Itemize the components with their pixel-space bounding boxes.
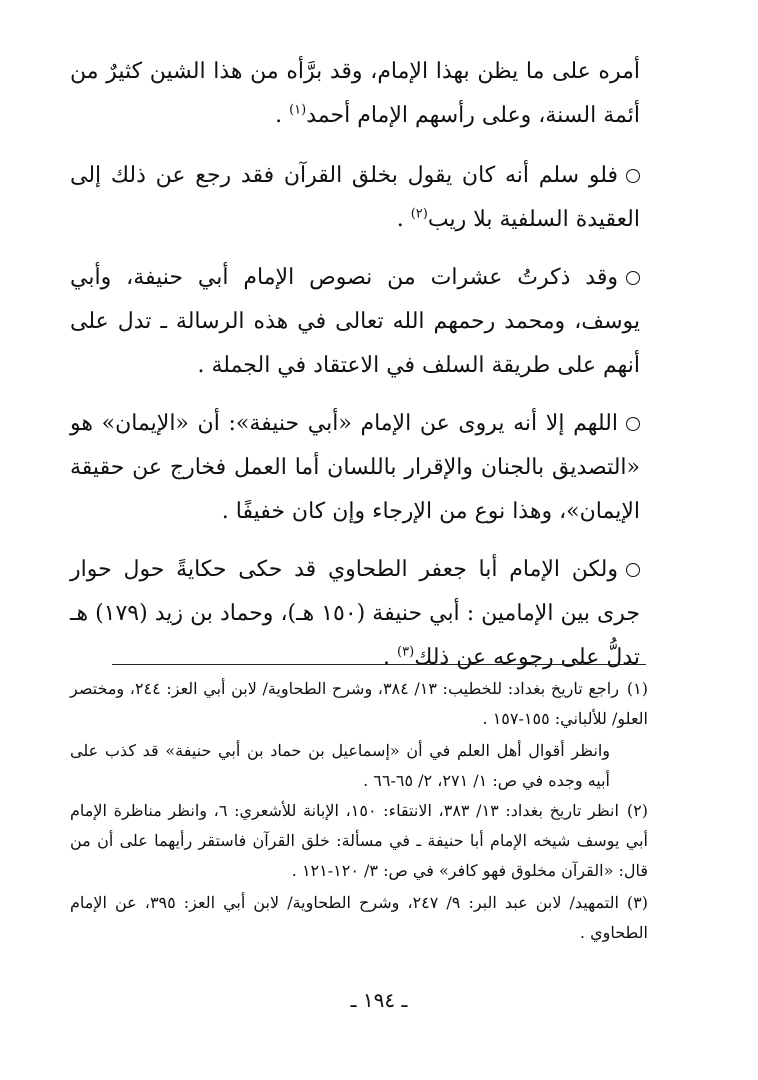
footnote-number: (٢) [626,801,649,820]
circle-bullet-icon [626,563,640,577]
footnote-1-continuation: وانظر أقوال أهل العلم في أن «إسماعيل بن حماد بن أبي حنيفة» قد كذب على أبيه وجده في ص: ١/ ٢٧١، ٢/ ٦٥-٦٦ . [70,741,610,790]
paragraph-tail: . [383,645,398,670]
footnote-separator [112,664,646,665]
footnote-text: راجع تاريخ بغداد: للخطيب: ١٣/ ٣٨٤، وشرح الطحاوية/ لابن أبي العز: ٢٤٤، ومختصر العلو/ للألباني: ١٥٥-١٥٧ . [70,679,648,728]
paragraph-text: أمره على ما يظن بهذا الإمام، وقد برَّأه من هذا الشين كثيرٌ من أئمة السنة، وعلى رأسهم الإمام أحمد [70,59,640,128]
footnote-ref-2[interactable]: (٢) [410,206,428,222]
footnote-3 [70,888,648,948]
footnote-text: التمهيد/ لابن عبد البر: ٩/ ٢٤٧، وشرح الطحاوية/ لابن أبي العز: ٣٩٥، عن الإمام الطحاوي . [70,893,648,942]
footnote-1 [70,674,648,734]
paragraph-text: فلو سلم أنه كان يقول بخلق القرآن فقد رجع عن ذلك إلى العقيدة السلفية بلا ريب [70,163,640,232]
circle-bullet-icon [626,417,640,431]
paragraph-3 [70,256,640,388]
paragraph-tail: . [275,103,290,128]
footnote-ref-3[interactable]: (٣) [397,644,415,660]
footnote-text: انظر تاريخ بغداد: ١٣/ ٣٨٣، الانتقاء: ١٥٠، الإبانة للأشعري: ٦، وانظر مناظرة الإمام أبي يوسف شيخه الإمام أبا حنيفة ـ في مسألة: خلق القرآن فاستقر رأيهما على أن من قال: «القرآن مخلوق فهو كافر» في ص: ٣/ ١٢٠-١٢١ . [70,801,648,880]
paragraph-tail: . [396,207,411,232]
page-number: ـ ١٩٤ ـ [350,988,408,1012]
paragraph-text: اللهم إلا أنه يروى عن الإمام «أبي حنيفة»: أن «الإيمان» هو «التصديق بالجنان والإقرار باللسان أما العمل فخارج عن حقيقة الإيمان»، وهذا نوع من الإرجاء وإن كان خفيفًا . [70,411,640,524]
paragraph-text: ولكن الإمام أبا جعفر الطحاوي قد حكى حكايةً حول حوار جرى بين الإمامين : أبي حنيفة (١٥٠ هـ)، وحماد بن زيد (١٧٩) هـ تدلُّ على رجوعه عن ذلك [70,557,640,670]
footnote-number: (١) [626,679,649,698]
paragraph-1 [70,50,640,138]
paragraph-2 [70,154,640,242]
paragraph-text: وقد ذكرتُ عشرات من نصوص الإمام أبي حنيفة، وأبي يوسف، ومحمد رحمهم الله تعالى في هذه الرسالة ـ تدل على أنهم على طريقة السلف في الاعتقاد في الجملة . [70,265,640,378]
paragraph-5 [70,548,640,680]
circle-bullet-icon [626,169,640,183]
footnote-number: (٣) [626,893,649,912]
main-text [70,50,640,694]
footnote-2 [70,796,648,886]
circle-bullet-icon [626,271,640,285]
footnote-ref-1[interactable]: (١) [289,102,307,118]
footnotes [70,674,648,950]
paragraph-4 [70,402,640,534]
